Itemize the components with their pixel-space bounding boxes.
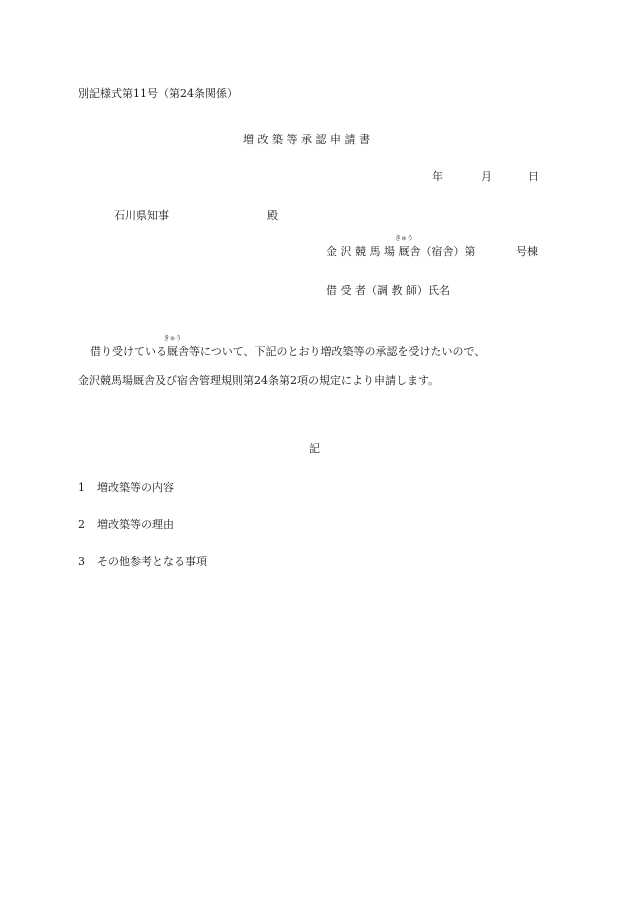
item-number: 3 xyxy=(78,555,85,568)
addressee-name: 石川県知事 xyxy=(114,209,169,222)
date-month-label: 月 xyxy=(481,170,492,183)
body-ruby: きゅう xyxy=(163,335,182,342)
item-label: その他参考となる事項 xyxy=(97,555,207,568)
building-suffix: 舎（宿舎）第 xyxy=(409,245,476,258)
document-title: 増 改 築 等 承 認 申 請 書 xyxy=(243,133,370,146)
date-year-label: 年 xyxy=(432,170,443,183)
building-ruby-base: 厩 xyxy=(398,245,410,258)
body-line-2: 金沢競馬場厩舎及び宿舎管理規則第24条第2項の規定により申請します。 xyxy=(78,374,440,387)
list-item xyxy=(78,556,207,567)
form-number: 別記様式第11号（第24条関係） xyxy=(78,87,238,100)
item-number: 2 xyxy=(78,518,85,531)
body-ruby-group xyxy=(163,335,182,358)
item-number: 1 xyxy=(78,481,85,494)
item-label: 増改築等の理由 xyxy=(97,518,174,531)
body-line-1-suffix: 舎等について、下記のとおり増改築等の承認を受けたいので、 xyxy=(178,345,486,358)
ki-heading: 記 xyxy=(309,442,320,455)
item-label: 増改築等の内容 xyxy=(97,481,174,494)
list-item xyxy=(78,482,174,493)
body-line-1 xyxy=(90,335,486,358)
building-ruby: きゅう xyxy=(394,235,413,242)
list-item xyxy=(78,519,174,530)
addressee-honorific: 殿 xyxy=(267,209,278,222)
date-day-label: 日 xyxy=(528,170,539,183)
building-number-label: 号棟 xyxy=(516,245,538,258)
applicant-building xyxy=(326,235,476,258)
building-prefix: 金 沢 競 馬 場 xyxy=(326,245,399,258)
body-ruby-base: 厩 xyxy=(167,345,178,358)
applicant-name-label: 借 受 者（調 教 師）氏名 xyxy=(326,284,450,297)
building-ruby-group xyxy=(394,235,413,258)
body-line-1-prefix: 借り受けている xyxy=(90,345,167,358)
